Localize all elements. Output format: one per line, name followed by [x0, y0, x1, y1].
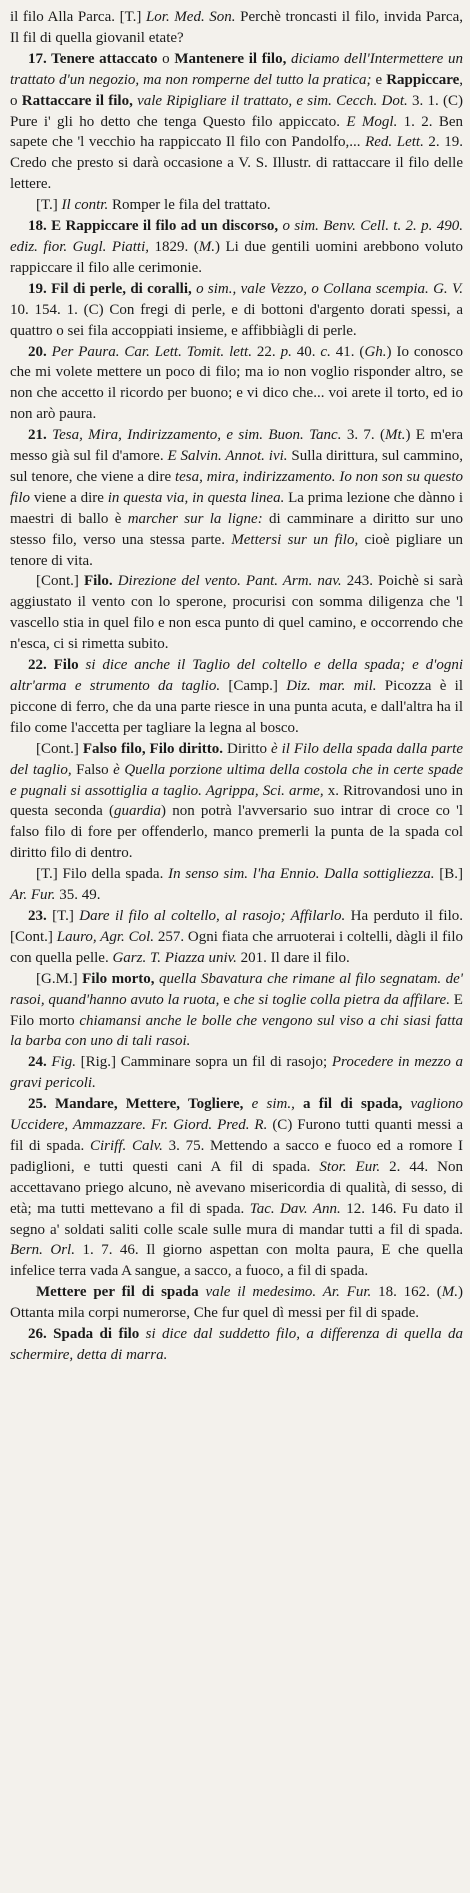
entry-text: Dare il filo al coltello, al rasojo; Affilarlo.	[79, 907, 346, 924]
entry-headword: 23.	[28, 907, 47, 924]
entry-text: ) E m'era messo già sul fil d'amore.	[10, 427, 463, 465]
entry-headword: 22. Filo	[28, 657, 79, 674]
dictionary-paragraph	[10, 571, 463, 655]
entry-text: o sim. Benv. Cell. t. 2. p. 490. ediz. fior. Gugl. Piatti,	[10, 218, 463, 255]
entry-text: p.	[280, 343, 292, 360]
entry-text: viene a dire	[30, 489, 108, 506]
entry-text: Diritto	[223, 740, 271, 757]
entry-headword: Filo morto,	[82, 970, 155, 987]
entry-text: E Mogl.	[346, 113, 398, 130]
dictionary-paragraph	[10, 216, 463, 279]
dictionary-paragraph	[10, 49, 463, 195]
entry-text: E Filo morto	[10, 991, 463, 1029]
entry-text: 22.	[251, 343, 281, 360]
entry-headword: 17. Tenere attaccato	[28, 50, 158, 67]
dictionary-paragraph	[10, 1094, 463, 1282]
entry-text: 12. 146. Fu dato il segno a' soldati saliti colle scale sulle mura di mandar tutti a fil di spada.	[10, 1200, 463, 1238]
entry-headword: Filo.	[83, 573, 113, 590]
entry-text: Ha perduto il filo. [Cont.]	[10, 907, 463, 945]
entry-headword: 19. Fil di perle, di coralli,	[28, 280, 192, 297]
entry-headword: 21.	[28, 427, 47, 444]
entry-headword: 26. Spada di filo	[28, 1326, 140, 1343]
entry-text: Garz. T. Piazza univ.	[112, 949, 237, 966]
entry-text: 10. 154. 1. (C) Con fregi di perle, e di bottoni d'argento dorati spessi, a quattro o sei fila accoppiati insieme, e affibbiàgli di perle.	[10, 301, 463, 339]
entry-text: è Quella porzione ultima della costola che in certe spade e pugnali si assottiglia a taglio. Agrippa, Sci. arme,	[10, 761, 463, 799]
entry-text: ) Li due gentili uomini arebbono voluto rappiccare il filo alle cerimonie.	[10, 238, 463, 276]
entry-text: Mt.	[385, 427, 406, 444]
entry-text: in questa via, in questa linea.	[107, 489, 285, 506]
entry-text: [Camp.]	[220, 678, 287, 694]
entry-text: Falso	[71, 761, 114, 778]
entry-text: In senso sim. l'ha Ennio. Dalla sottigliezza.	[168, 866, 435, 883]
dictionary-paragraph	[10, 655, 463, 739]
entry-text: [Cont.]	[36, 573, 84, 590]
entry-text: e	[219, 991, 234, 1008]
entry-text: chiamansi anche le bolle che vengono sul viso a chi siasi fatta la barba con uno di tali rasoi.	[10, 1012, 463, 1050]
dictionary-paragraph	[10, 7, 463, 49]
entry-text: vagliono Uccidere, Ammazzare. Fr. Giord. Pred. R.	[10, 1096, 463, 1134]
entry-text: x. Ritrovandosi uno in questa seconda (	[10, 782, 463, 820]
entry-text: 3. 7. (	[341, 427, 386, 444]
entry-text: o sim., vale Vezzo, o Collana scempia. G. V.	[191, 280, 463, 297]
entry-text: e	[371, 71, 387, 88]
dictionary-paragraph	[10, 969, 463, 1053]
entry-text: si dice dal suddetto filo, a differenza di quella da schermire, detta di marra.	[10, 1326, 463, 1363]
dictionary-paragraph	[10, 195, 463, 216]
entry-text: guardia	[114, 803, 161, 820]
entry-text: , o	[10, 71, 463, 109]
entry-text: M.	[198, 238, 216, 255]
entry-text: 18. 162. (	[371, 1284, 442, 1301]
entry-text: Per Paura. Car. Lett. Tomit. lett.	[46, 343, 252, 360]
entry-text: il filo Alla Parca. [T.]	[10, 9, 146, 25]
entry-text: Gh.	[364, 343, 387, 360]
entry-text: Il contr.	[61, 197, 109, 214]
dictionary-paragraph	[10, 1282, 463, 1324]
entry-headword: Rattaccare il filo,	[21, 92, 133, 109]
entry-text: 2. 44. Non accettavano priego alcuno, nè avevano misericordia di qualità, di sesso, di età; ma tutti mettevano a fil di spada.	[10, 1158, 463, 1217]
entry-text: 1. 2. Ben sapete che 'l vecchio ha rappiccato Il filo con Pandolfo,...	[10, 113, 463, 151]
entry-text: 35. 49.	[55, 887, 101, 904]
entry-headword: Rappiccare	[386, 71, 460, 88]
entry-text: Fig.	[46, 1054, 76, 1071]
entry-text: [T.]	[36, 197, 62, 214]
entry-text: [T.]	[46, 907, 80, 924]
entry-headword: 18. E Rappiccare il filo ad un discorso,	[28, 218, 279, 235]
dictionary-paragraph	[10, 864, 463, 906]
entry-text: che si toglie colla pietra da affilare.	[233, 991, 450, 1008]
entry-headword: 25. Mandare, Mettere, Togliere,	[28, 1096, 244, 1113]
entry-text: ) Io conosco che mi volete mettere un poco di filo; ma io non voglio risponder altro, se non che accetto il ricordo per buono; e vi dico che... voi arete il torto, ed io non arò paura.	[10, 343, 464, 423]
entry-text: 40.	[291, 343, 321, 360]
entry-text: 1829. (	[149, 238, 199, 255]
entry-text: Tac. Dav. Ann.	[249, 1200, 341, 1217]
entry-text: M.	[441, 1284, 458, 1301]
entry-text: 1. 7. 46. Il giorno aspettan con molta paura, E che quella infelice terra vada A sangue, a sacco, a fuoco, a fil di spada.	[10, 1242, 463, 1280]
dictionary-paragraph	[10, 279, 463, 342]
entry-headword: 24.	[28, 1054, 47, 1071]
entry-text: Picozza è il piccone di ferro, che da una parte riesce in una punta acuta, e dall'altra ha il filo come l'accetta per tagliare la legna al bosco.	[10, 678, 463, 736]
entry-text: quella Sbavatura che rimane al filo segnatam. de' rasoi, quand'hanno avuto la ruota,	[10, 970, 463, 1008]
dictionary-paragraph	[10, 425, 463, 571]
entry-text: [T.] Filo della spada.	[36, 866, 169, 883]
entry-text: cioè pigliare un tenore di vita.	[10, 531, 463, 569]
entry-text: Romper le fila del trattato.	[108, 197, 271, 214]
entry-text: vale Ripigliare il trattato, e sim. Cecch. Dot.	[132, 92, 408, 109]
entry-text: Ciriff. Calv.	[90, 1137, 163, 1154]
entry-text: Stor. Eur.	[319, 1158, 381, 1175]
entry-text: ) Ottanta mila corpi numerorse, Che fur quel dì messi per fil di spade.	[10, 1284, 463, 1322]
entry-text: Direzione del vento. Pant. Arm. nav.	[112, 573, 342, 590]
entry-text: Bern. Orl.	[10, 1242, 75, 1259]
entry-headword: a fil di spada,	[294, 1096, 403, 1113]
entry-text: o	[157, 50, 175, 67]
entry-text: [Rig.] Camminare sopra un fil di rasojo;	[75, 1054, 332, 1071]
entry-text: è il Filo della spada dalla parte del taglio,	[10, 740, 463, 778]
entry-text: Tesa, Mira, Indirizzamento, e sim. Buon. Tanc.	[46, 427, 342, 444]
entry-headword: Mantenere il filo,	[174, 50, 287, 67]
entry-text: 257. Ogni fiata che arruoterai i coltelli, dàgli il filo con quella pelle.	[10, 928, 463, 966]
entry-text: Diz. mar. mil.	[286, 678, 377, 694]
entry-text: si dice anche il Taglio del coltello e della spada; e d'ogni altr'arma e strumento da taglio.	[10, 657, 464, 694]
entry-text: vale il medesimo. Ar. Fur.	[198, 1284, 372, 1301]
dictionary-paragraph	[10, 739, 463, 864]
entry-text: Procedere in mezzo a gravi pericoli.	[10, 1054, 464, 1092]
entry-text: 3. 1. (C) Pure i' gli ho detto che tenga Questo filo appiccato.	[10, 92, 464, 130]
entry-text: [B.]	[434, 866, 463, 883]
entry-headword: Mettere per fil di spada	[36, 1284, 199, 1301]
dictionary-paragraph	[10, 906, 463, 969]
entry-text: Lor. Med. Son.	[145, 9, 236, 25]
entry-text: Ar. Fur.	[10, 887, 56, 904]
entry-text: Lauro, Agr. Col.	[56, 928, 155, 945]
entry-text: Red. Lett.	[365, 134, 424, 151]
entry-headword: 20.	[28, 343, 47, 360]
entry-text: 201. Il dare il filo.	[236, 949, 350, 966]
entry-text: (C) Furono tutti quanti messi a fil di spada.	[10, 1117, 464, 1154]
entry-text: e sim.,	[243, 1096, 295, 1113]
entry-text: diciamo dell'Intermettere un trattato d'un negozio, ma non romperne del tutto la pratica;	[10, 50, 463, 88]
entry-text: 3. 75. Mettendo a sacco e fuoco ed a romore I padiglioni, e tutti questi cani A fil di spada.	[10, 1137, 463, 1175]
entry-headword: Falso filo, Filo diritto.	[82, 740, 224, 757]
entry-text: 243. Poichè si sarà aggiustato il vento con lo sperone, procurisi con somma diligenza che 'l vascello stia in quel filo e non esca punto di quel camino, e occorrendo che n'esca, ci si rimetta subito.	[10, 573, 463, 653]
dictionary-paragraph	[10, 342, 463, 426]
entry-text: [G.M.]	[36, 970, 83, 987]
entry-text: di camminare a diritto sur uno stesso filo, verso una stessa parte.	[10, 510, 464, 548]
dictionary-paragraph	[10, 1324, 463, 1366]
entry-text: c.	[320, 343, 331, 360]
entry-text: tesa, mira, indirizzamento. Io non son su questo filo	[10, 468, 463, 506]
dictionary-column	[10, 7, 463, 1366]
entry-text: Mettersi sur un filo,	[231, 531, 359, 548]
entry-text: [Cont.]	[36, 740, 83, 757]
dictionary-paragraph	[10, 1052, 463, 1094]
entry-text: Sulla dirittura, sul cammino, sul tenore, che viene a dire	[10, 448, 463, 485]
entry-text: 41. (	[330, 343, 365, 360]
entry-text: Perchè troncasti il filo, invida Parca, Il fil di quella giovanil etate?	[10, 9, 463, 46]
entry-text: La prima lezione che dànno i maestri di ballo è	[10, 489, 463, 527]
entry-text: E Salvin. Annot. ivi.	[167, 448, 288, 465]
entry-text: marcher sur la ligne:	[127, 510, 263, 527]
entry-text: ) non potrà l'avversario suo intrar di croce co 'l falso filo di fore per offenderlo, manco premerli la punta de la spada col diritto filo di dentro.	[10, 803, 463, 862]
entry-text: 2. 19. Credo che presto si darà occasione a V. S. Illustr. di rattaccare il filo delle lettere.	[10, 134, 463, 193]
